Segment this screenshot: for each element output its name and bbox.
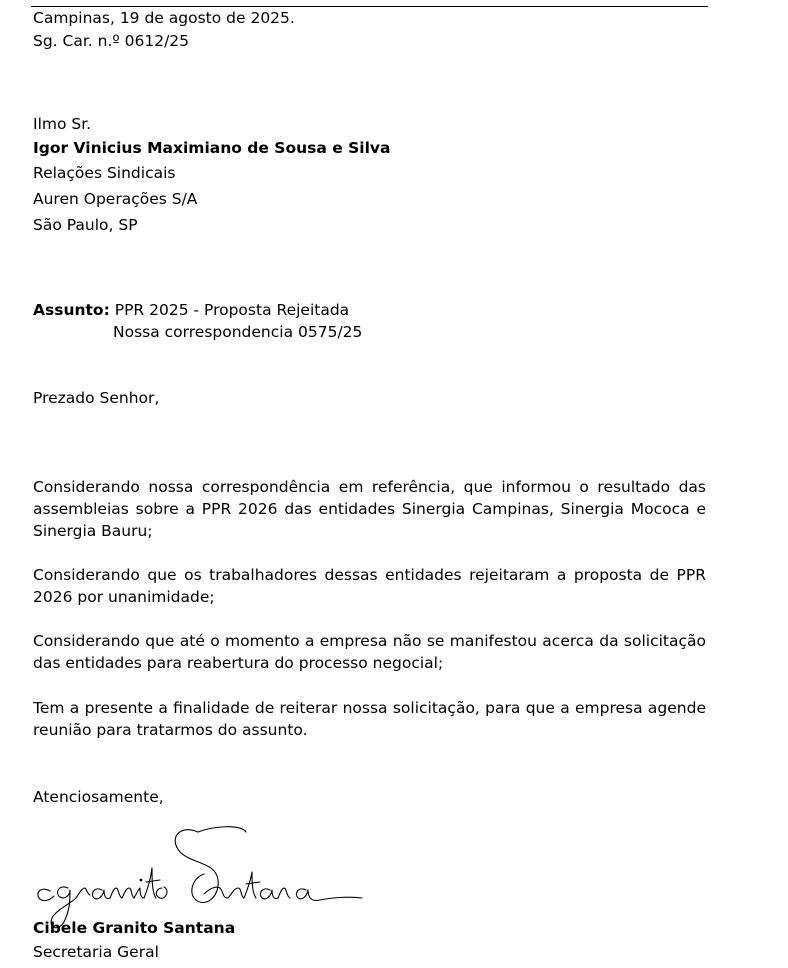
greeting: Prezado Senhor,: [33, 389, 160, 407]
date-line: Campinas, 19 de agosto de 2025.: [33, 9, 295, 27]
recipient-salutation: Ilmo Sr.: [33, 115, 92, 133]
body-paragraph-3: Considerando que até o momento a empresa não se manifestou acerca da solicitação das entidades para reabertura do processo negocial;: [33, 632, 706, 672]
recipient-name: Igor Vinicius Maximiano de Sousa e Silva: [33, 139, 391, 157]
subject-label: Assunto:: [33, 301, 110, 319]
signatory-name: Cibele Granito Santana: [33, 919, 236, 937]
body-paragraph-2: Considerando que os trabalhadores dessas entidades rejeitaram a proposta de PPR 2026 por unanimidade;: [33, 566, 706, 606]
subject-reference: Nossa correspondencia 0575/25: [113, 323, 363, 341]
subject-title: PPR 2025 - Proposta Rejeitada: [114, 301, 350, 319]
reference-number: Sg. Car. n.º 0612/25: [33, 32, 190, 50]
top-divider: [31, 6, 708, 7]
recipient-department: Relações Sindicais: [33, 164, 176, 182]
body-paragraph-4: Tem a presente a finalidade de reiterar nossa solicitação, para que a empresa agende reunião para tratarmos do assunto.: [33, 699, 706, 739]
recipient-company: Auren Operações S/A: [33, 190, 198, 208]
body-paragraph-1: Considerando nossa correspondência em referência, que informou o resultado das assembleias sobre a PPR 2026 das entidades Sinergia Campinas, Sinergia Mococa e Sinergia Bauru;: [33, 478, 706, 540]
signatory-role: Secretaria Geral: [33, 943, 159, 961]
closing: Atenciosamente,: [33, 788, 164, 806]
subject-line: [33, 300, 349, 320]
recipient-location: São Paulo, SP: [33, 216, 138, 234]
